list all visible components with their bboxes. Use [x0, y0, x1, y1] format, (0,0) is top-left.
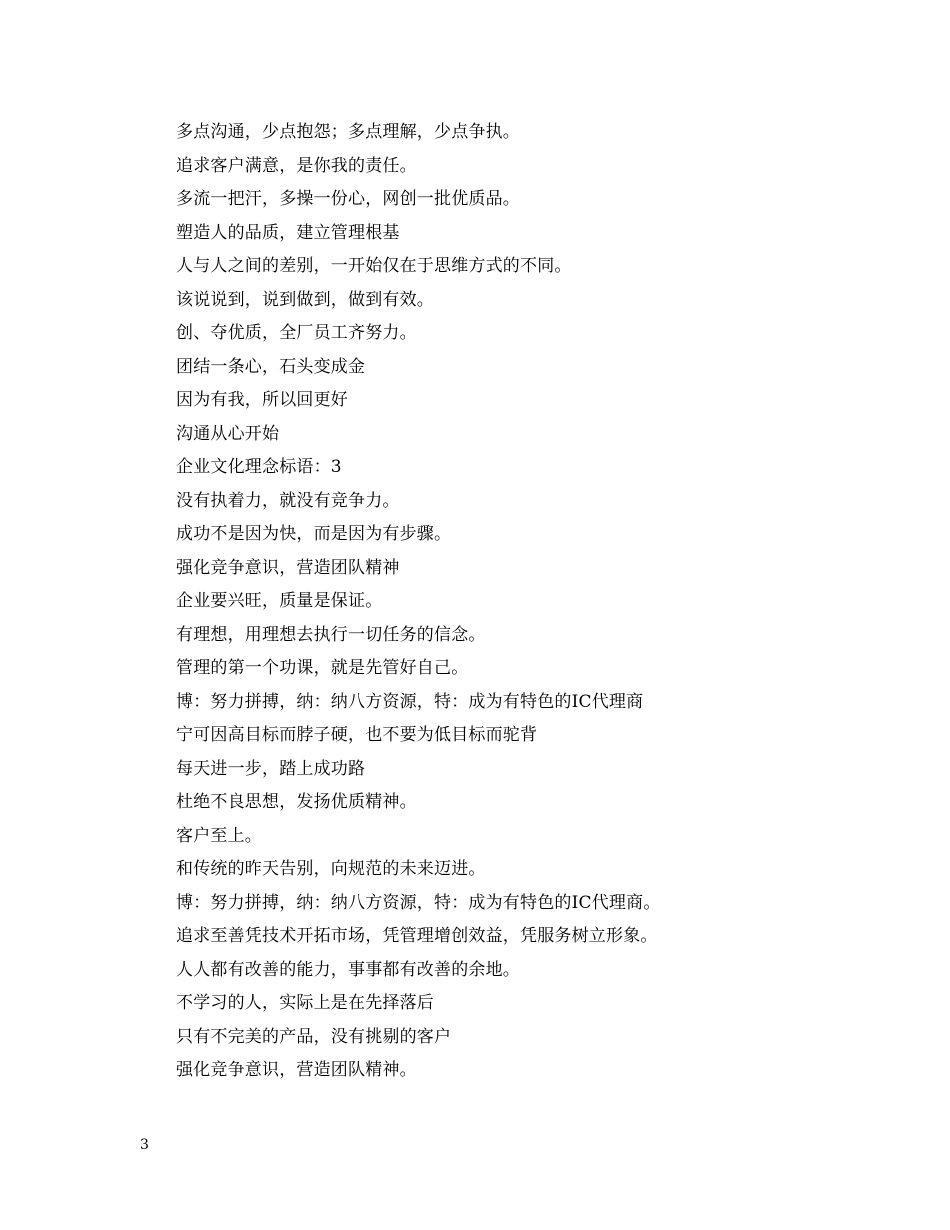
text-line: 团结一条心，石头变成金 [176, 356, 366, 377]
text-line: 只有不完美的产品，没有挑剔的客户 [176, 1026, 452, 1047]
text-line: 强化竞争意识，营造团队精神 [176, 557, 400, 578]
text-line: 管理的第一个功课，就是先管好自己。 [176, 658, 469, 678]
text-line: 因为有我，所以回更好 [176, 390, 348, 410]
text-line: 博：努力拼搏，纳：纳八方资源，特：成为有特色的IC代理商。 [176, 892, 661, 913]
page-number: 3 [140, 1137, 149, 1153]
text-line: 有理想，用理想去执行一切任务的信念。 [176, 624, 486, 645]
text-line: 人与人之间的差别，一开始仅在于思维方式的不同。 [176, 256, 572, 276]
text-line: 该说说到，说到做到，做到有效。 [176, 289, 434, 310]
text-line: 追求客户满意，是你我的责任。 [176, 155, 417, 176]
text-line: 沟通从心开始 [176, 423, 280, 444]
text-line: 没有执着力，就没有竞争力。 [176, 490, 400, 511]
text-line: 成功不是因为快，而是因为有步骤。 [176, 524, 452, 544]
text-line: 多流一把汗，多操一份心，网创一批优质品。 [176, 189, 520, 209]
text-line: 博：努力拼搏，纳：纳八方资源，特：成为有特色的IC代理商 [176, 691, 644, 712]
document-body [176, 116, 876, 1088]
text-line: 企业要兴旺，质量是保证。 [176, 591, 383, 611]
text-line: 客户至上。 [176, 825, 262, 846]
text-line: 每天进一步，踏上成功路 [176, 758, 366, 779]
text-line: 人人都有改善的能力，事事都有改善的余地。 [176, 959, 520, 980]
text-line: 创、夺优质，全厂员工齐努力。 [176, 323, 417, 343]
text-line: 多点沟通，少点抱怨；多点理解，少点争执。 [176, 122, 520, 142]
text-line: 不学习的人，实际上是在先择落后 [176, 993, 434, 1013]
text-line: 追求至善凭技术开拓市场，凭管理增创效益，凭服务树立形象。 [176, 926, 658, 946]
text-line: 宁可因高目标而脖子硬，也不要为低目标而驼背 [176, 725, 538, 745]
text-line: 塑造人的品质，建立管理根基 [176, 222, 400, 243]
text-line: 强化竞争意识，营造团队精神。 [176, 1060, 417, 1080]
section-heading: 企业文化理念标语：3 [176, 457, 342, 477]
text-line: 和传统的昨天告别，向规范的未来迈进。 [176, 859, 486, 879]
text-line: 杜绝不良思想，发扬优质精神。 [176, 792, 417, 812]
